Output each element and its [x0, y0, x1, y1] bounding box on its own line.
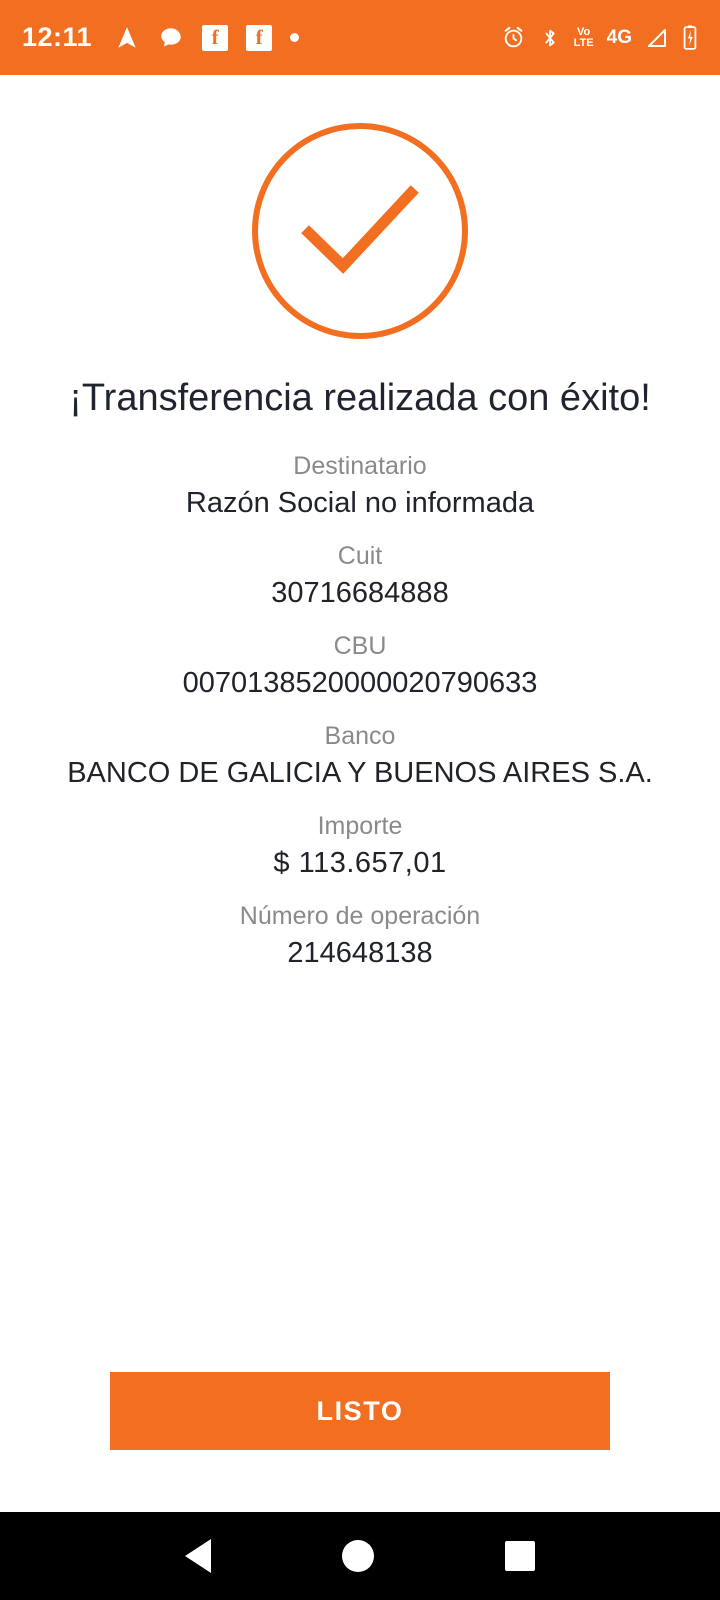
- volte-top: Vo: [577, 25, 591, 38]
- facebook-icon: f: [202, 25, 228, 51]
- volte-icon: [574, 27, 594, 49]
- status-bar: [0, 0, 720, 75]
- field-label: Cuit: [337, 542, 383, 570]
- bluetooth-icon: [539, 26, 561, 50]
- status-clock: 12:11: [22, 22, 93, 52]
- field-banco: [0, 722, 720, 790]
- field-value: 214648138: [287, 937, 433, 969]
- field-label: CBU: [333, 632, 387, 660]
- field-destinatario: [0, 452, 720, 520]
- recents-square-icon[interactable]: [505, 1541, 535, 1571]
- status-left-icons: [114, 25, 501, 51]
- battery-charging-icon: [682, 25, 698, 51]
- field-value: BANCO DE GALICIA Y BUENOS AIRES S.A.: [67, 757, 653, 789]
- field-value: Razón Social no informada: [185, 487, 535, 519]
- field-label: Banco: [324, 722, 396, 750]
- field-value: $ 113.657,01: [273, 847, 447, 879]
- facebook-icon: f: [246, 25, 272, 51]
- dot-icon: [290, 33, 299, 42]
- field-label: Número de operación: [239, 902, 481, 930]
- alarm-icon: [501, 25, 526, 50]
- volte-bottom: LTE: [573, 36, 594, 49]
- navigation-arrow-icon: [114, 25, 140, 51]
- chat-bubble-icon: [158, 25, 184, 51]
- network-label: 4G: [606, 26, 632, 48]
- field-numero-operacion: [0, 902, 720, 970]
- check-circle-icon: [252, 123, 468, 339]
- page-title: ¡Transferencia realizada con éxito!: [69, 377, 651, 419]
- field-label: Importe: [317, 812, 403, 840]
- field-value: 30716684888: [271, 577, 449, 609]
- field-cuit: [0, 542, 720, 610]
- android-nav-bar: [0, 1512, 720, 1600]
- field-value: 0070138520000020790633: [182, 667, 538, 699]
- field-cbu: [0, 632, 720, 700]
- home-circle-icon[interactable]: [342, 1540, 374, 1572]
- back-triangle-icon[interactable]: [185, 1539, 211, 1573]
- done-button[interactable]: LISTO: [110, 1372, 610, 1450]
- transfer-success-content: [0, 75, 720, 1372]
- status-right-icons: [501, 25, 698, 51]
- footer: [0, 1372, 720, 1512]
- field-label: Destinatario: [293, 452, 427, 480]
- field-importe: [0, 812, 720, 880]
- signal-icon: [645, 26, 669, 50]
